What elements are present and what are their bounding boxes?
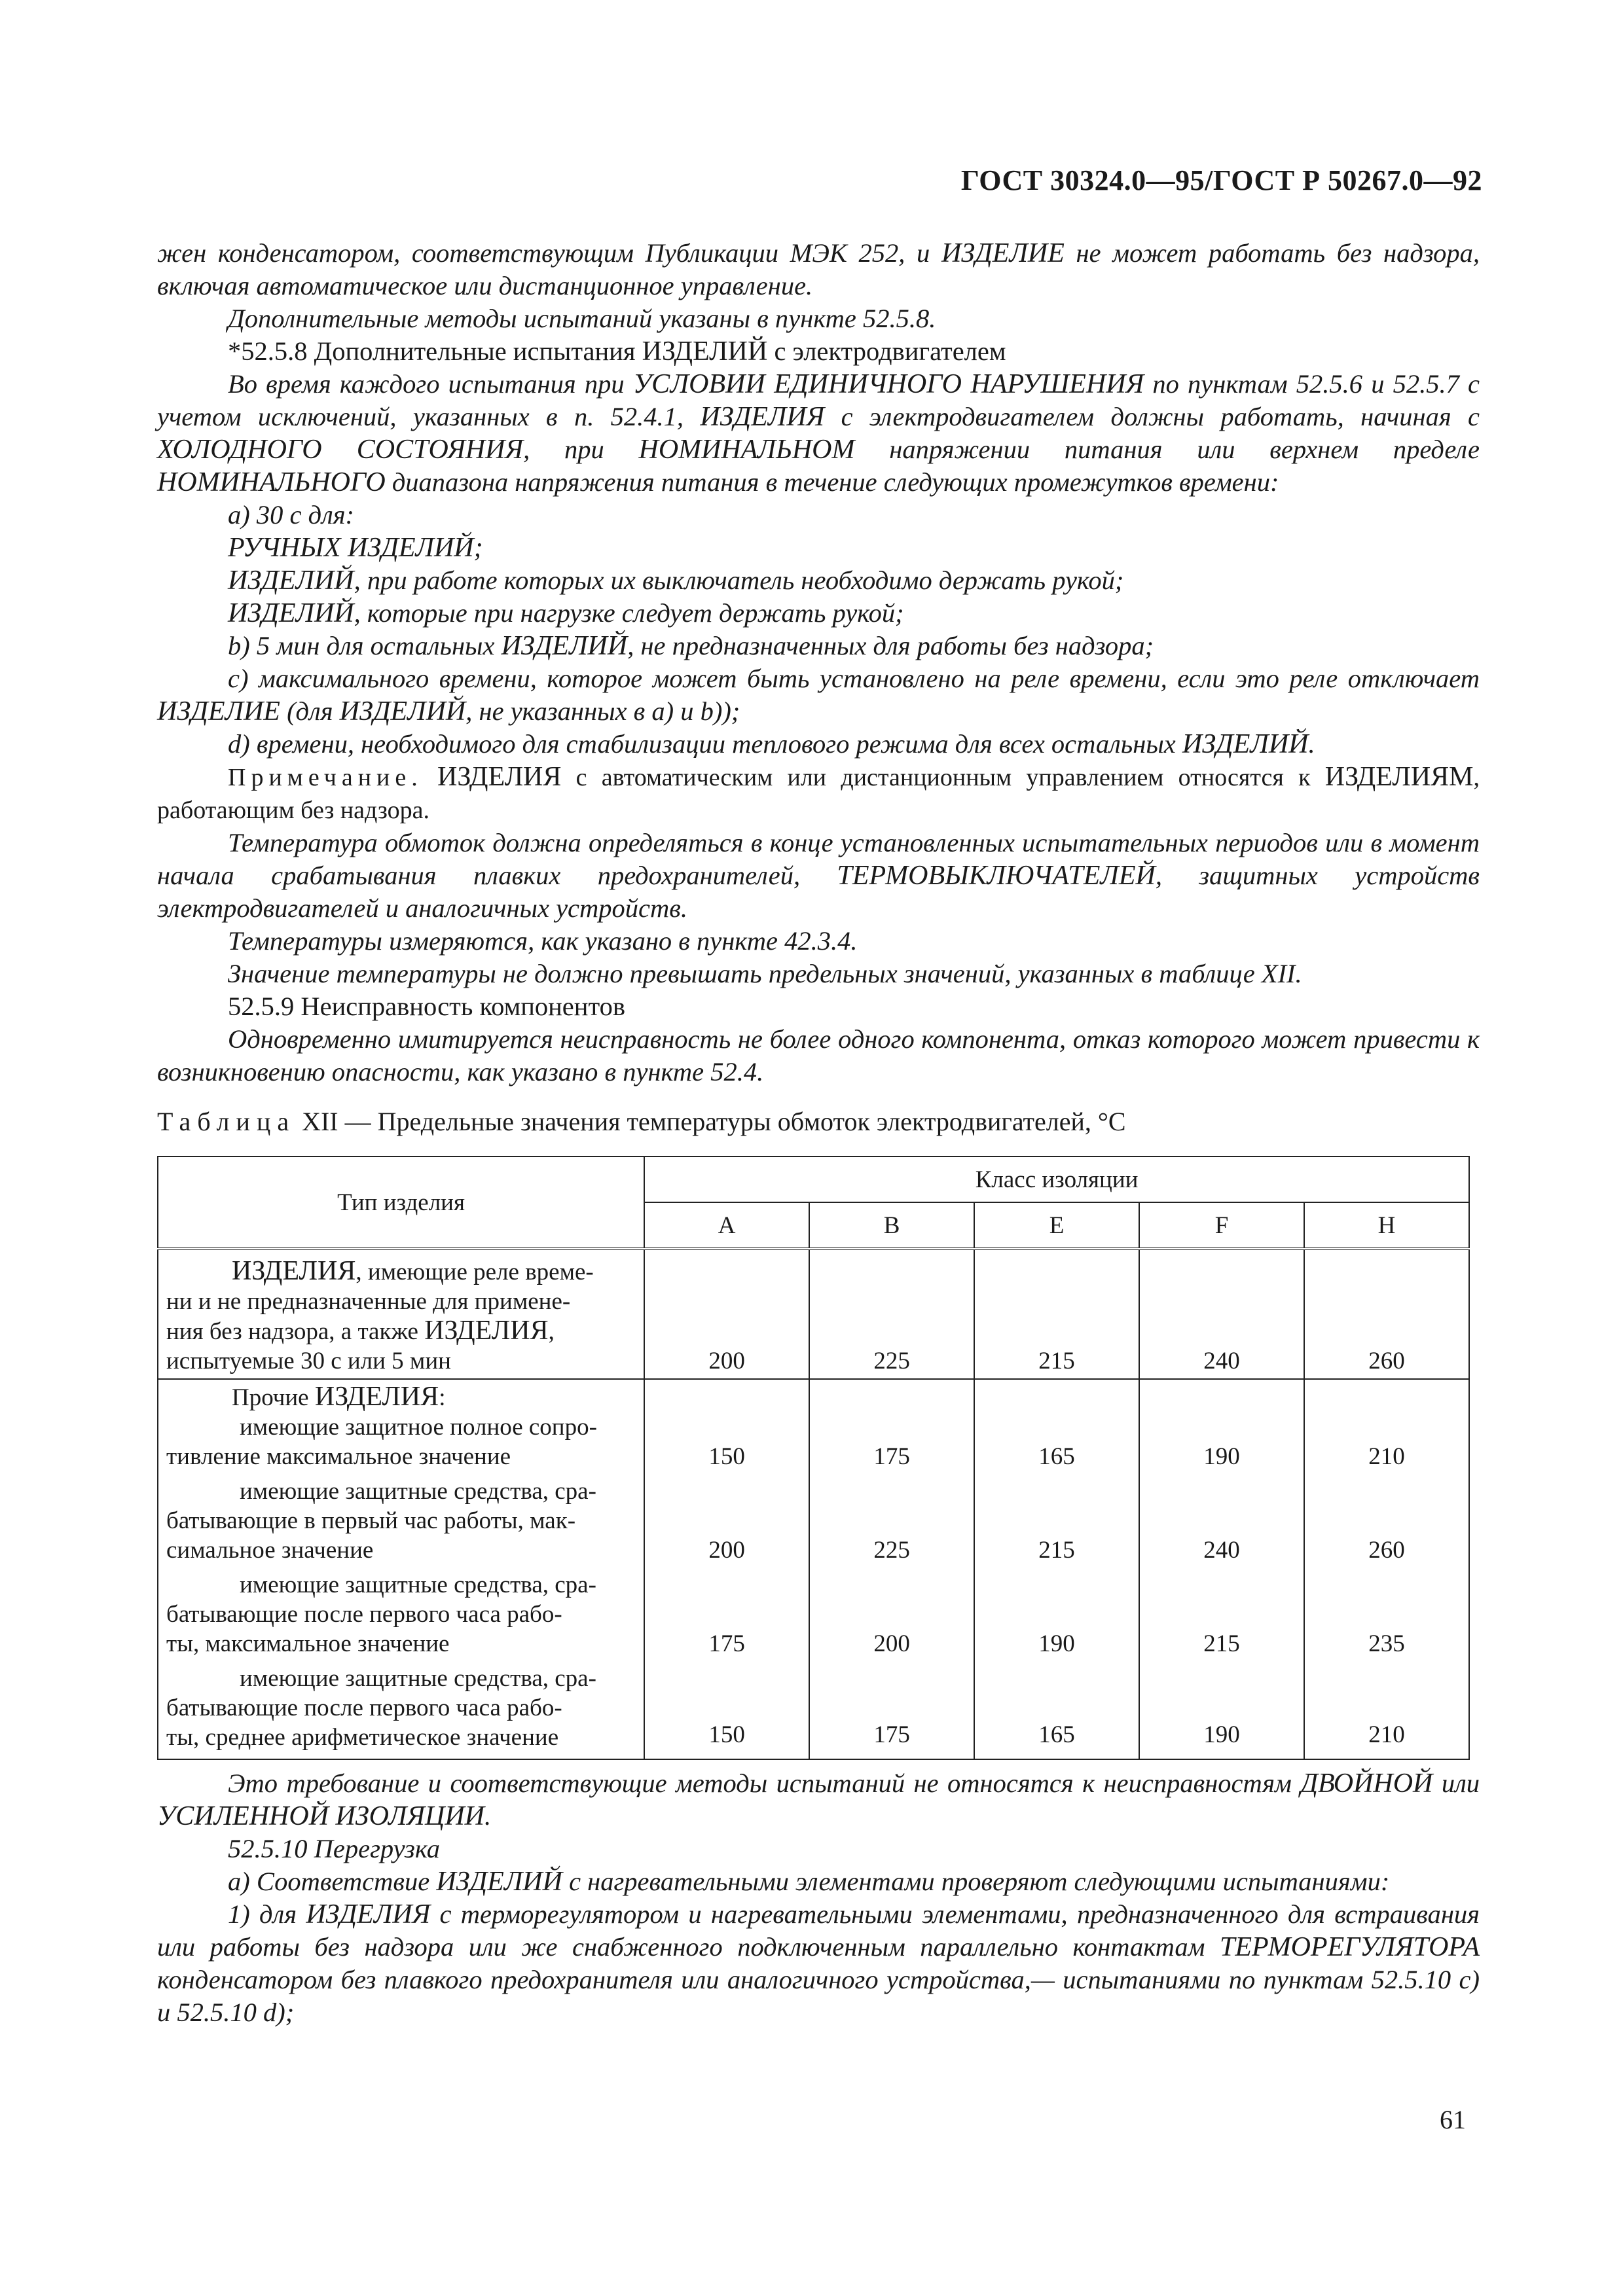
table-cell: 225	[809, 1249, 974, 1379]
table-cell: 200	[644, 1249, 809, 1379]
row-label: имеющие защитные средства, сра- батывающие после первого часа рабо- ты, среднее арифметическое значение	[158, 1661, 644, 1759]
list-item: b) 5 мин для остальных ИЗДЕЛИЙ, не предназначенных для работы без надзора;	[228, 631, 1154, 661]
col-header-type: Тип изделия	[158, 1157, 644, 1249]
class-header: F	[1139, 1202, 1304, 1249]
table-cell: 215	[1139, 1568, 1304, 1661]
col-header-class: Класс изоляции	[644, 1157, 1469, 1202]
paragraph: Температуры измеряются, как указано в пункте 42.3.4.	[228, 926, 858, 956]
page-number: 61	[1440, 2105, 1466, 2134]
list-item: РУЧНЫХ ИЗДЕЛИЙ;	[228, 533, 483, 563]
list-item: с) максимального времени, которое может быть установлено на реле времени, если это реле отключает ИЗДЕЛИЕ (для ИЗДЕЛИЙ, не указанных в а) и b));	[157, 664, 1480, 726]
class-header: А	[644, 1202, 809, 1249]
table-cell: 175	[809, 1379, 974, 1474]
table-cell: 260	[1304, 1249, 1469, 1379]
temperature-table	[157, 1156, 1470, 1760]
paragraph: Температура обмоток должна определяться в конце установленных испытательных периодов или в момент начала срабатывания плавких предохранителей, ТЕРМОВЫКЛЮЧАТЕЛЕЙ, защитных устройств электродвигателей и аналогичных устройств.	[157, 828, 1480, 923]
table-cell: 200	[644, 1474, 809, 1568]
paragraph: а) Соответствие ИЗДЕЛИЙ с нагревательными элементами проверяют следующими испытаниями:	[228, 1867, 1390, 1897]
table-cell: 240	[1139, 1474, 1304, 1568]
paragraph: жен конденсатором, соответствующим Публикации МЭК 252, и ИЗДЕЛИЕ не может работать без надзора, включая автоматическое или дистанционное управление.	[157, 238, 1480, 300]
list-item: ИЗДЕЛИЙ, при работе которых их выключатель необходимо держать рукой;	[228, 565, 1124, 596]
paragraph: Одновременно имитируется неисправность не более одного компонента, отказ которого может привести к возникновению опасности, как указано в пункте 52.4.	[157, 1024, 1480, 1086]
table-cell: 225	[809, 1474, 974, 1568]
paragraph: Дополнительные методы испытаний указаны в пункте 52.5.8.	[228, 304, 936, 333]
class-header: В	[809, 1202, 974, 1249]
table-cell: 260	[1304, 1474, 1469, 1568]
paragraph: Во время каждого испытания при УСЛОВИИ ЕДИНИЧНОГО НАРУШЕНИЯ по пунктам 52.5.6 и 52.5.7 с учетом исключений, указанных в п. 52.4.1, ИЗДЕЛИЯ с электродвигателем должны работать, начиная с ХОЛОДНОГО СОСТОЯНИЯ, при НОМИНАЛЬНОМ напряжении питания или верхнем пределе НОМИНАЛЬНОГО диапазона напряжения питания в течение следующих промежутков времени:	[157, 369, 1480, 497]
note: Примечание. ИЗДЕЛИЯ с автоматическим или дистанционным управлением относятся к ИЗДЕЛИЯМ, работающим без надзора.	[157, 762, 1480, 824]
row-label: Прочие ИЗДЕЛИЯ: имеющие защитное полное сопро- тивление максимальное значение	[158, 1379, 644, 1474]
body-text	[157, 237, 1480, 1088]
class-header: Е	[974, 1202, 1139, 1249]
row-label: имеющие защитные средства, сра- батывающие в первый час работы, мак- симальное значение	[158, 1474, 644, 1568]
list-item: ИЗДЕЛИЙ, которые при нагрузке следует держать рукой;	[228, 598, 904, 628]
table-cell: 200	[809, 1568, 974, 1661]
table-row	[158, 1379, 1469, 1474]
row-label: ИЗДЕЛИЯ, имеющие реле време- ни и не предназначенные для примене- ния без надзора, а также ИЗДЕЛИЯ, испытуемые 30 с или 5 мин	[158, 1249, 644, 1379]
table-header-row	[158, 1157, 1469, 1202]
section-heading: *52.5.8 Дополнительные испытания ИЗДЕЛИЙ с электродвигателем	[228, 336, 1006, 367]
table-row	[158, 1661, 1469, 1759]
class-header: Н	[1304, 1202, 1469, 1249]
list-item: d) времени, необходимого для стабилизации теплового режима для всех остальных ИЗДЕЛИЙ.	[228, 729, 1315, 759]
table-cell: 190	[974, 1568, 1139, 1661]
table-row	[158, 1474, 1469, 1568]
paragraph: Это требование и соответствующие методы испытаний не относятся к неисправностям ДВОЙНОЙ или УСИЛЕННОЙ ИЗОЛЯЦИИ.	[157, 1768, 1480, 1831]
table-cell: 175	[809, 1661, 974, 1759]
table-cell: 215	[974, 1474, 1139, 1568]
table-cell: 215	[974, 1249, 1139, 1379]
table-cell: 210	[1304, 1379, 1469, 1474]
row-label: имеющие защитные средства, сра- батывающие после первого часа рабо- ты, максимальное значение	[158, 1568, 644, 1661]
table-cell: 150	[644, 1379, 809, 1474]
table-cell: 210	[1304, 1661, 1469, 1759]
table-cell: 190	[1139, 1661, 1304, 1759]
table-row	[158, 1568, 1469, 1661]
table-cell: 175	[644, 1568, 809, 1661]
standard-header: ГОСТ 30324.0—95/ГОСТ Р 50267.0—92	[960, 164, 1482, 196]
table-row	[158, 1249, 1469, 1379]
table-cell: 190	[1139, 1379, 1304, 1474]
table-cell: 150	[644, 1661, 809, 1759]
body-text-after-table	[157, 1767, 1480, 2029]
section-heading: 52.5.9 Неисправность компонентов	[228, 992, 625, 1021]
section-heading: 52.5.10 Перегрузка	[228, 1834, 441, 1863]
table-cell: 165	[974, 1661, 1139, 1759]
table-cell: 165	[974, 1379, 1139, 1474]
table-cell: 240	[1139, 1249, 1304, 1379]
table-cell: 235	[1304, 1568, 1469, 1661]
paragraph: 1) для ИЗДЕЛИЯ с терморегулятором и нагревательными элементами, предназначенного для встраивания или работы без надзора или же снабженного подключенным параллельно контактам ТЕРМОРЕГУЛЯТОРА конденсатором без плавкого предохранителя или аналогичного устройства,— испытаниями по пунктам 52.5.10 с) и 52.5.10 d);	[157, 1899, 1480, 2027]
table-caption: Таблица XII — Предельные значения температуры обмоток электродвигателей, °С	[157, 1107, 1126, 1136]
list-item: а) 30 с для:	[228, 500, 355, 529]
paragraph: Значение температуры не должно превышать предельных значений, указанных в таблице XII.	[228, 959, 1302, 988]
